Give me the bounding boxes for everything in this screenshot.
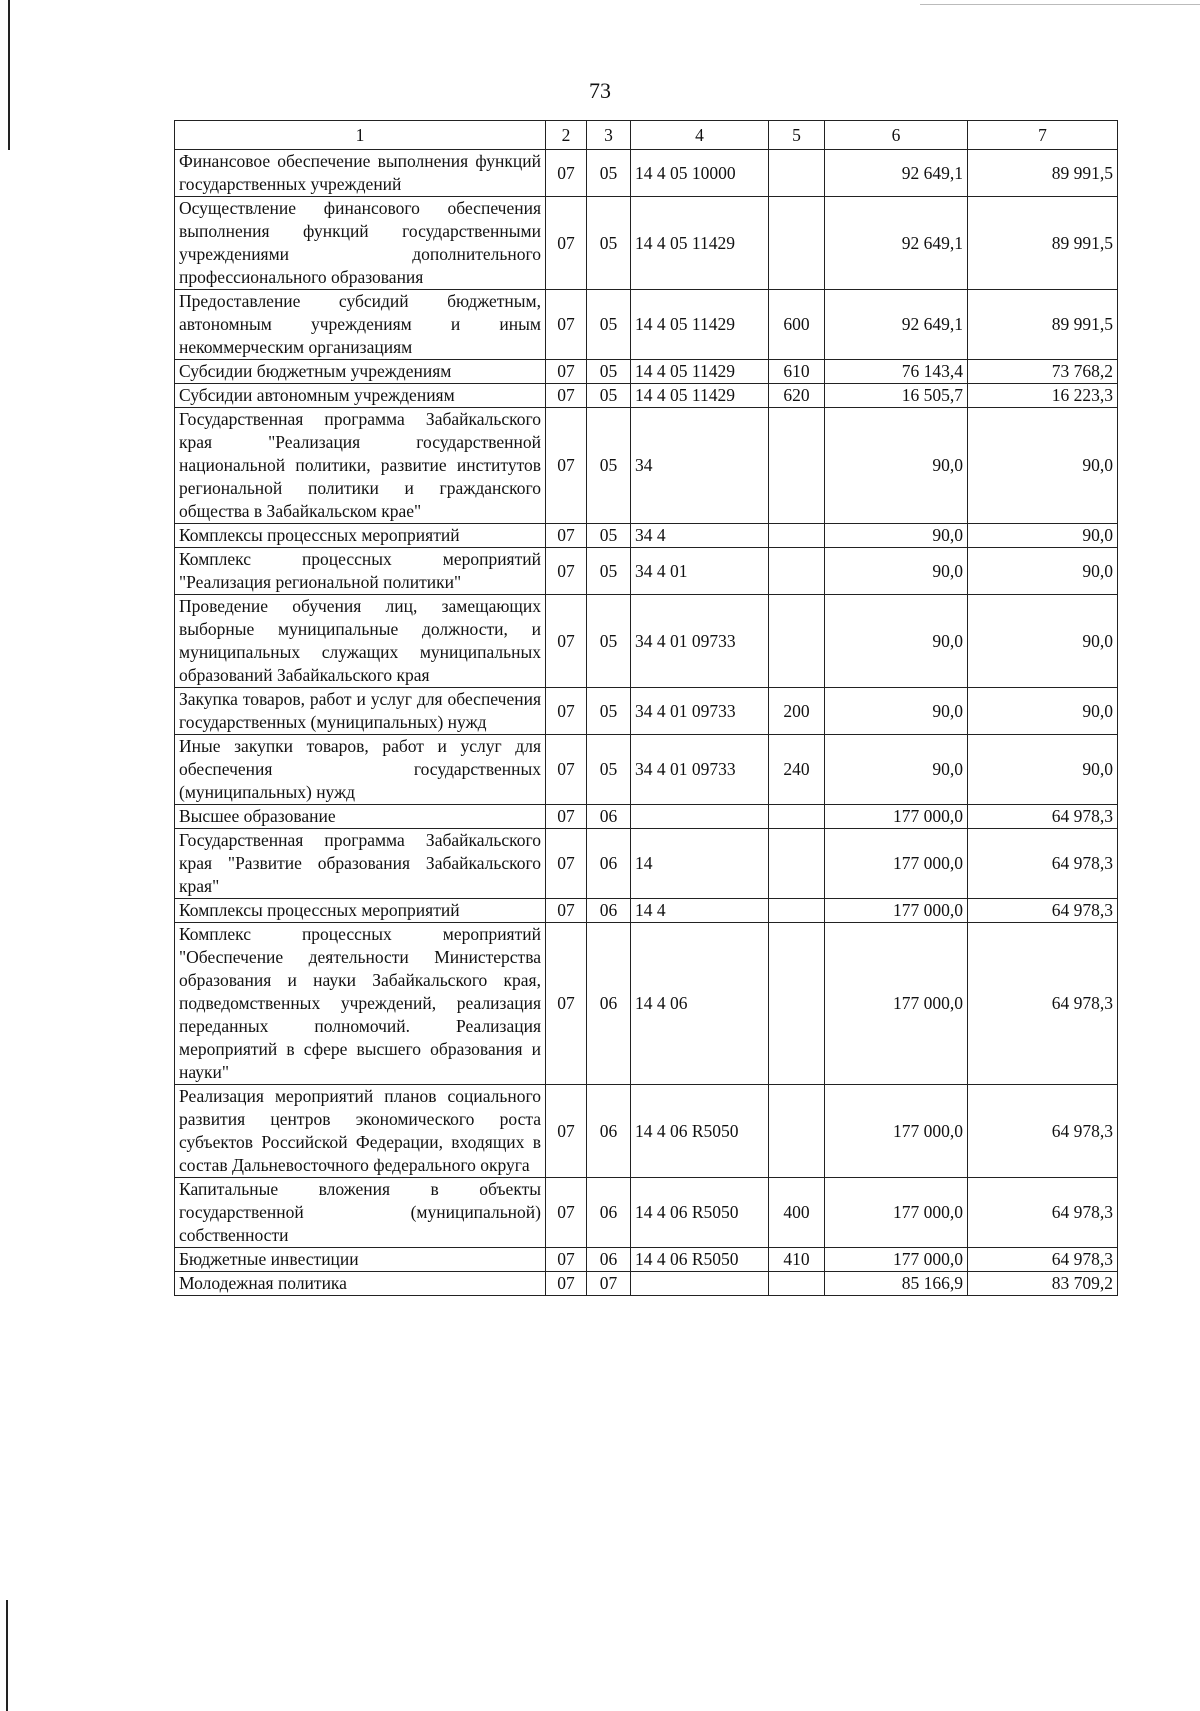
header-col-5: 5 bbox=[769, 121, 825, 150]
amount-year1-cell: 90,0 bbox=[825, 408, 968, 524]
target-article-cell: 14 4 05 11429 bbox=[631, 360, 769, 384]
amount-year2-cell: 64 978,3 bbox=[968, 829, 1118, 899]
section-code-cell: 07 bbox=[546, 548, 587, 595]
header-col-1: 1 bbox=[175, 121, 546, 150]
row-name-cell: Комплекс процессных мероприятий "Реализация региональной политики" bbox=[175, 548, 546, 595]
target-article-cell: 14 4 05 11429 bbox=[631, 197, 769, 290]
section-code-cell: 07 bbox=[546, 384, 587, 408]
target-article-cell: 34 4 01 09733 bbox=[631, 735, 769, 805]
subsection-code-cell: 05 bbox=[587, 150, 631, 197]
section-code-cell: 07 bbox=[546, 290, 587, 360]
subsection-code-cell: 05 bbox=[587, 360, 631, 384]
amount-year1-cell: 177 000,0 bbox=[825, 923, 968, 1085]
expense-type-cell: 600 bbox=[769, 290, 825, 360]
table-row bbox=[175, 1248, 1118, 1272]
amount-year1-cell: 177 000,0 bbox=[825, 1085, 968, 1178]
subsection-code-cell: 06 bbox=[587, 1178, 631, 1248]
expense-type-cell bbox=[769, 548, 825, 595]
amount-year1-cell: 85 166,9 bbox=[825, 1272, 968, 1296]
amount-year2-cell: 64 978,3 bbox=[968, 805, 1118, 829]
expense-type-cell: 620 bbox=[769, 384, 825, 408]
target-article-cell: 34 4 bbox=[631, 524, 769, 548]
row-name-cell: Иные закупки товаров, работ и услуг для обеспечения государственных (муниципальных) нужд bbox=[175, 735, 546, 805]
subsection-code-cell: 05 bbox=[587, 548, 631, 595]
row-name-cell: Проведение обучения лиц, замещающих выборные муниципальные должности, и муниципальных служащих муниципальных образований Забайкальского края bbox=[175, 595, 546, 688]
table-header-row bbox=[175, 121, 1118, 150]
subsection-code-cell: 05 bbox=[587, 524, 631, 548]
section-code-cell: 07 bbox=[546, 1248, 587, 1272]
target-article-cell: 34 4 01 bbox=[631, 548, 769, 595]
amount-year2-cell: 90,0 bbox=[968, 688, 1118, 735]
subsection-code-cell: 05 bbox=[587, 197, 631, 290]
expense-type-cell: 610 bbox=[769, 360, 825, 384]
row-name-cell: Субсидии бюджетным учреждениям bbox=[175, 360, 546, 384]
expense-type-cell bbox=[769, 829, 825, 899]
amount-year2-cell: 90,0 bbox=[968, 408, 1118, 524]
subsection-code-cell: 05 bbox=[587, 408, 631, 524]
amount-year2-cell: 90,0 bbox=[968, 548, 1118, 595]
table-row bbox=[175, 829, 1118, 899]
amount-year1-cell: 177 000,0 bbox=[825, 899, 968, 923]
amount-year2-cell: 73 768,2 bbox=[968, 360, 1118, 384]
amount-year1-cell: 177 000,0 bbox=[825, 805, 968, 829]
table-row bbox=[175, 360, 1118, 384]
amount-year2-cell: 64 978,3 bbox=[968, 923, 1118, 1085]
amount-year1-cell: 90,0 bbox=[825, 524, 968, 548]
row-name-cell: Капитальные вложения в объекты государственной (муниципальной) собственности bbox=[175, 1178, 546, 1248]
scan-artifact-left bbox=[8, 0, 10, 150]
table-row bbox=[175, 408, 1118, 524]
scan-artifact-left-bottom bbox=[6, 1600, 8, 1711]
expense-type-cell bbox=[769, 197, 825, 290]
target-article-cell: 14 4 05 11429 bbox=[631, 290, 769, 360]
expense-type-cell: 400 bbox=[769, 1178, 825, 1248]
scan-artifact-top bbox=[920, 4, 1200, 5]
row-name-cell: Государственная программа Забайкальского края "Реализация государственной национальной политики, развитие институтов региональной политики и гражданского общества в Забайкальском крае" bbox=[175, 408, 546, 524]
table-row bbox=[175, 524, 1118, 548]
subsection-code-cell: 06 bbox=[587, 899, 631, 923]
subsection-code-cell: 05 bbox=[587, 688, 631, 735]
subsection-code-cell: 05 bbox=[587, 735, 631, 805]
section-code-cell: 07 bbox=[546, 688, 587, 735]
section-code-cell: 07 bbox=[546, 1085, 587, 1178]
target-article-cell: 34 bbox=[631, 408, 769, 524]
amount-year1-cell: 177 000,0 bbox=[825, 829, 968, 899]
section-code-cell: 07 bbox=[546, 829, 587, 899]
amount-year1-cell: 92 649,1 bbox=[825, 150, 968, 197]
expense-type-cell: 240 bbox=[769, 735, 825, 805]
header-col-7: 7 bbox=[968, 121, 1118, 150]
row-name-cell: Финансовое обеспечение выполнения функций государственных учреждений bbox=[175, 150, 546, 197]
row-name-cell: Бюджетные инвестиции bbox=[175, 1248, 546, 1272]
target-article-cell: 14 bbox=[631, 829, 769, 899]
amount-year1-cell: 16 505,7 bbox=[825, 384, 968, 408]
subsection-code-cell: 07 bbox=[587, 1272, 631, 1296]
section-code-cell: 07 bbox=[546, 150, 587, 197]
table-row bbox=[175, 150, 1118, 197]
table-row bbox=[175, 805, 1118, 829]
target-article-cell: 14 4 05 10000 bbox=[631, 150, 769, 197]
row-name-cell: Молодежная политика bbox=[175, 1272, 546, 1296]
section-code-cell: 07 bbox=[546, 923, 587, 1085]
subsection-code-cell: 05 bbox=[587, 384, 631, 408]
subsection-code-cell: 05 bbox=[587, 290, 631, 360]
amount-year2-cell: 64 978,3 bbox=[968, 899, 1118, 923]
header-col-3: 3 bbox=[587, 121, 631, 150]
header-col-6: 6 bbox=[825, 121, 968, 150]
header-col-2: 2 bbox=[546, 121, 587, 150]
section-code-cell: 07 bbox=[546, 805, 587, 829]
expense-type-cell bbox=[769, 805, 825, 829]
table-row bbox=[175, 1178, 1118, 1248]
amount-year2-cell: 90,0 bbox=[968, 524, 1118, 548]
target-article-cell: 34 4 01 09733 bbox=[631, 688, 769, 735]
section-code-cell: 07 bbox=[546, 408, 587, 524]
target-article-cell: 14 4 06 bbox=[631, 923, 769, 1085]
table-row bbox=[175, 197, 1118, 290]
section-code-cell: 07 bbox=[546, 735, 587, 805]
subsection-code-cell: 05 bbox=[587, 595, 631, 688]
row-name-cell: Государственная программа Забайкальского края "Развитие образования Забайкальского края" bbox=[175, 829, 546, 899]
expense-type-cell bbox=[769, 524, 825, 548]
target-article-cell: 14 4 05 11429 bbox=[631, 384, 769, 408]
target-article-cell: 14 4 06 R5050 bbox=[631, 1085, 769, 1178]
section-code-cell: 07 bbox=[546, 595, 587, 688]
amount-year2-cell: 89 991,5 bbox=[968, 150, 1118, 197]
amount-year2-cell: 89 991,5 bbox=[968, 197, 1118, 290]
target-article-cell bbox=[631, 1272, 769, 1296]
row-name-cell: Закупка товаров, работ и услуг для обеспечения государственных (муниципальных) нужд bbox=[175, 688, 546, 735]
target-article-cell: 14 4 06 R5050 bbox=[631, 1178, 769, 1248]
expense-type-cell: 200 bbox=[769, 688, 825, 735]
table-row bbox=[175, 923, 1118, 1085]
table-row bbox=[175, 1085, 1118, 1178]
expense-type-cell: 410 bbox=[769, 1248, 825, 1272]
subsection-code-cell: 06 bbox=[587, 923, 631, 1085]
amount-year1-cell: 92 649,1 bbox=[825, 197, 968, 290]
section-code-cell: 07 bbox=[546, 899, 587, 923]
expense-type-cell bbox=[769, 1272, 825, 1296]
amount-year2-cell: 64 978,3 bbox=[968, 1178, 1118, 1248]
expense-type-cell bbox=[769, 595, 825, 688]
amount-year1-cell: 177 000,0 bbox=[825, 1178, 968, 1248]
subsection-code-cell: 06 bbox=[587, 805, 631, 829]
amount-year2-cell: 89 991,5 bbox=[968, 290, 1118, 360]
amount-year1-cell: 90,0 bbox=[825, 735, 968, 805]
table-row bbox=[175, 688, 1118, 735]
expense-type-cell bbox=[769, 150, 825, 197]
expense-type-cell bbox=[769, 1085, 825, 1178]
row-name-cell: Комплексы процессных мероприятий bbox=[175, 524, 546, 548]
section-code-cell: 07 bbox=[546, 524, 587, 548]
subsection-code-cell: 06 bbox=[587, 1248, 631, 1272]
amount-year2-cell: 16 223,3 bbox=[968, 384, 1118, 408]
row-name-cell: Реализация мероприятий планов социального развития центров экономического роста субъектов Российской Федерации, входящих в состав Дальневосточного федерального округа bbox=[175, 1085, 546, 1178]
section-code-cell: 07 bbox=[546, 1272, 587, 1296]
amount-year2-cell: 64 978,3 bbox=[968, 1248, 1118, 1272]
table-row bbox=[175, 290, 1118, 360]
page-number: 73 bbox=[589, 78, 611, 103]
section-code-cell: 07 bbox=[546, 360, 587, 384]
amount-year1-cell: 90,0 bbox=[825, 688, 968, 735]
amount-year2-cell: 83 709,2 bbox=[968, 1272, 1118, 1296]
expense-type-cell bbox=[769, 408, 825, 524]
amount-year1-cell: 90,0 bbox=[825, 548, 968, 595]
section-code-cell: 07 bbox=[546, 1178, 587, 1248]
amount-year1-cell: 90,0 bbox=[825, 595, 968, 688]
row-name-cell: Комплексы процессных мероприятий bbox=[175, 899, 546, 923]
table-row bbox=[175, 735, 1118, 805]
table-row bbox=[175, 384, 1118, 408]
header-col-4: 4 bbox=[631, 121, 769, 150]
target-article-cell: 14 4 06 R5050 bbox=[631, 1248, 769, 1272]
amount-year1-cell: 177 000,0 bbox=[825, 1248, 968, 1272]
row-name-cell: Предоставление субсидий бюджетным, автономным учреждениям и иным некоммерческим организациям bbox=[175, 290, 546, 360]
subsection-code-cell: 06 bbox=[587, 1085, 631, 1178]
row-name-cell: Высшее образование bbox=[175, 805, 546, 829]
section-code-cell: 07 bbox=[546, 197, 587, 290]
amount-year2-cell: 64 978,3 bbox=[968, 1085, 1118, 1178]
table-row bbox=[175, 595, 1118, 688]
row-name-cell: Комплекс процессных мероприятий "Обеспечение деятельности Министерства образования и науки Забайкальского края, подведомственных учреждений, реализация переданных полномочий. Реализация мероприятий в сфере высшего образования и науки" bbox=[175, 923, 546, 1085]
table-row bbox=[175, 548, 1118, 595]
target-article-cell: 14 4 bbox=[631, 899, 769, 923]
amount-year1-cell: 76 143,4 bbox=[825, 360, 968, 384]
row-name-cell: Осуществление финансового обеспечения выполнения функций государственными учреждениями дополнительного профессионального образования bbox=[175, 197, 546, 290]
amount-year2-cell: 90,0 bbox=[968, 595, 1118, 688]
expense-type-cell bbox=[769, 923, 825, 1085]
subsection-code-cell: 06 bbox=[587, 829, 631, 899]
budget-table bbox=[174, 120, 1118, 1296]
amount-year2-cell: 90,0 bbox=[968, 735, 1118, 805]
target-article-cell: 34 4 01 09733 bbox=[631, 595, 769, 688]
amount-year1-cell: 92 649,1 bbox=[825, 290, 968, 360]
expense-type-cell bbox=[769, 899, 825, 923]
row-name-cell: Субсидии автономным учреждениям bbox=[175, 384, 546, 408]
table-row bbox=[175, 899, 1118, 923]
table-row bbox=[175, 1272, 1118, 1296]
target-article-cell bbox=[631, 805, 769, 829]
